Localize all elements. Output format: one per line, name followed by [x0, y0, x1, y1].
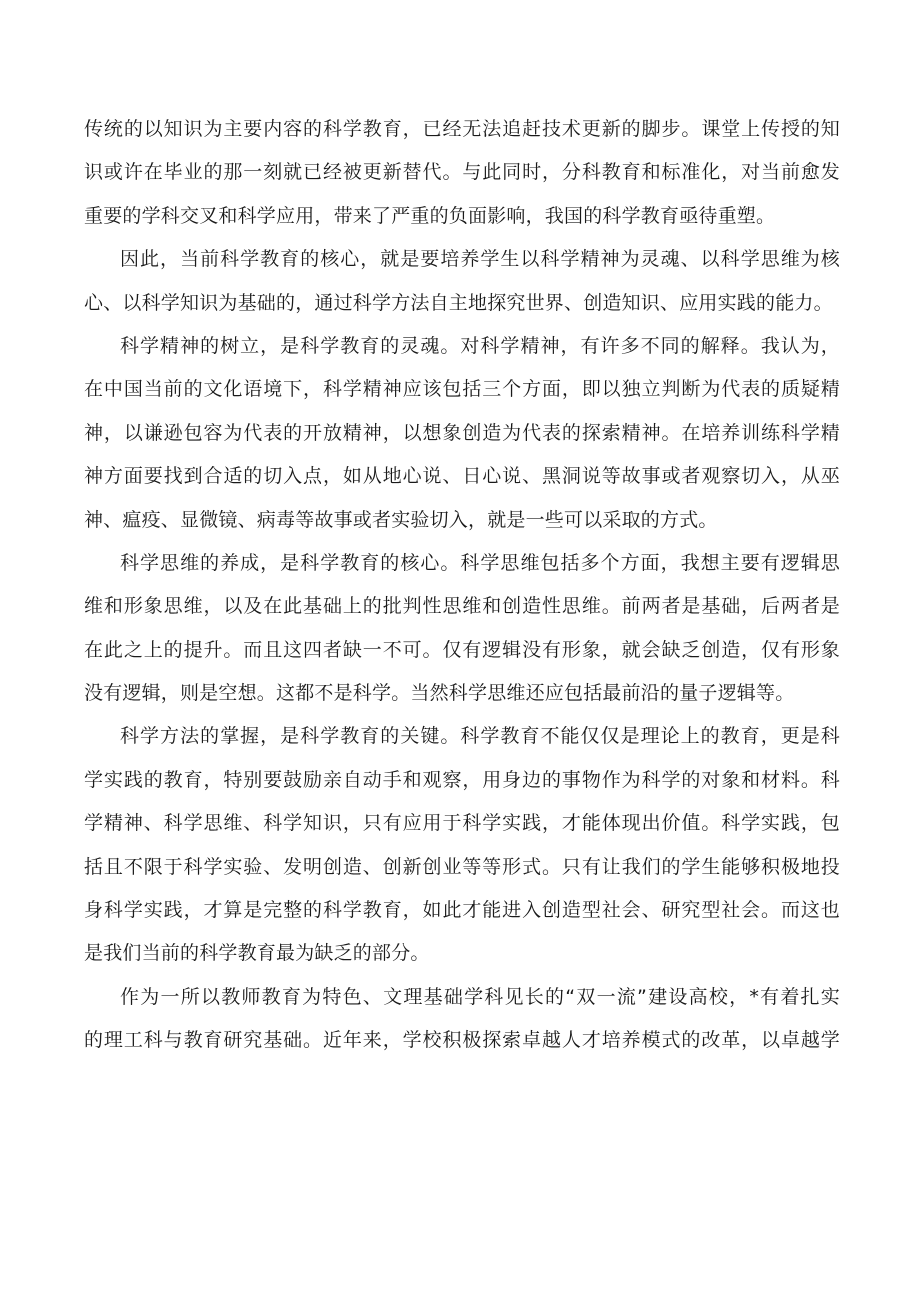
text-line: 在此之上的提升。而且这四者缺一不可。仅有逻辑没有形象，就会缺乏创造，仅有形象 [84, 638, 840, 661]
text-line: 心、以科学知识为基础的，通过科学方法自主地探究世界、创造知识、应用实践的能力。 [84, 291, 833, 314]
text-line: 重要的学科交叉和科学应用，带来了严重的负面影响，我国的科学教育亟待重塑。 [84, 204, 776, 227]
text-line: 的理工科与教育研究基础。近年来，学校积极探索卓越人才培养模式的改革，以卓越学 [84, 1029, 840, 1052]
document-body [84, 108, 840, 1063]
text-line: 没有逻辑，则是空想。这都不是科学。当然科学思维还应包括最前沿的量子逻辑等。 [84, 682, 795, 705]
text-line: 作为一所以教师教育为特色、文理基础学科见长的“双一流”建设高校，*有着扎实 [120, 985, 840, 1008]
text-line: 科学思维的养成，是科学教育的核心。科学思维包括多个方面，我想主要有逻辑思 [120, 551, 840, 574]
text-line: 是我们当前的科学教育最为缺乏的部分。 [84, 942, 430, 965]
text-line: 学实践的教育，特别要鼓励亲自动手和观察，用身边的事物作为科学的对象和材料。科 [84, 768, 840, 791]
text-line: 传统的以知识为主要内容的科学教育，已经无法追赶技术更新的脚步。课堂上传授的知 [84, 118, 840, 140]
text-line: 学精神、科学思维、科学知识，只有应用于科学实践，才能体现出价值。科学实践，包 [84, 812, 840, 835]
text-line: 维和形象思维，以及在此基础上的批判性思维和创造性思维。前两者是基础，后两者是 [84, 595, 840, 618]
text-line: 神、瘟疫、显微镜、病毒等故事或者实验切入，就是一些可以采取的方式。 [84, 508, 718, 531]
text-line: 因此，当前科学教育的核心，就是要培养学生以科学精神为灵魂、以科学思维为核 [120, 248, 840, 271]
text-line: 括且不限于科学实验、发明创造、创新创业等等形式。只有让我们的学生能够积极地投 [84, 855, 840, 878]
text-line: 识或许在毕业的那一刻就已经被更新替代。与此同时，分科教育和标准化，对当前愈发 [84, 161, 840, 184]
text-line: 科学方法的掌握，是科学教育的关键。科学教育不能仅仅是理论上的教育，更是科 [120, 725, 840, 748]
text-line: 神，以谦逊包容为代表的开放精神，以想象创造为代表的探索精神。在培养训练科学精 [84, 421, 840, 444]
text-line: 身科学实践，才算是完整的科学教育，如此才能进入创造型社会、研究型社会。而这也 [84, 899, 840, 922]
text-line: 在中国当前的文化语境下，科学精神应该包括三个方面，即以独立判断为代表的质疑精 [84, 378, 840, 401]
text-line: 科学精神的树立，是科学教育的灵魂。对科学精神，有许多不同的解释。我认为， [120, 334, 840, 357]
text-line: 神方面要找到合适的切入点，如从地心说、日心说、黑洞说等故事或者观察切入，从巫 [84, 465, 840, 488]
